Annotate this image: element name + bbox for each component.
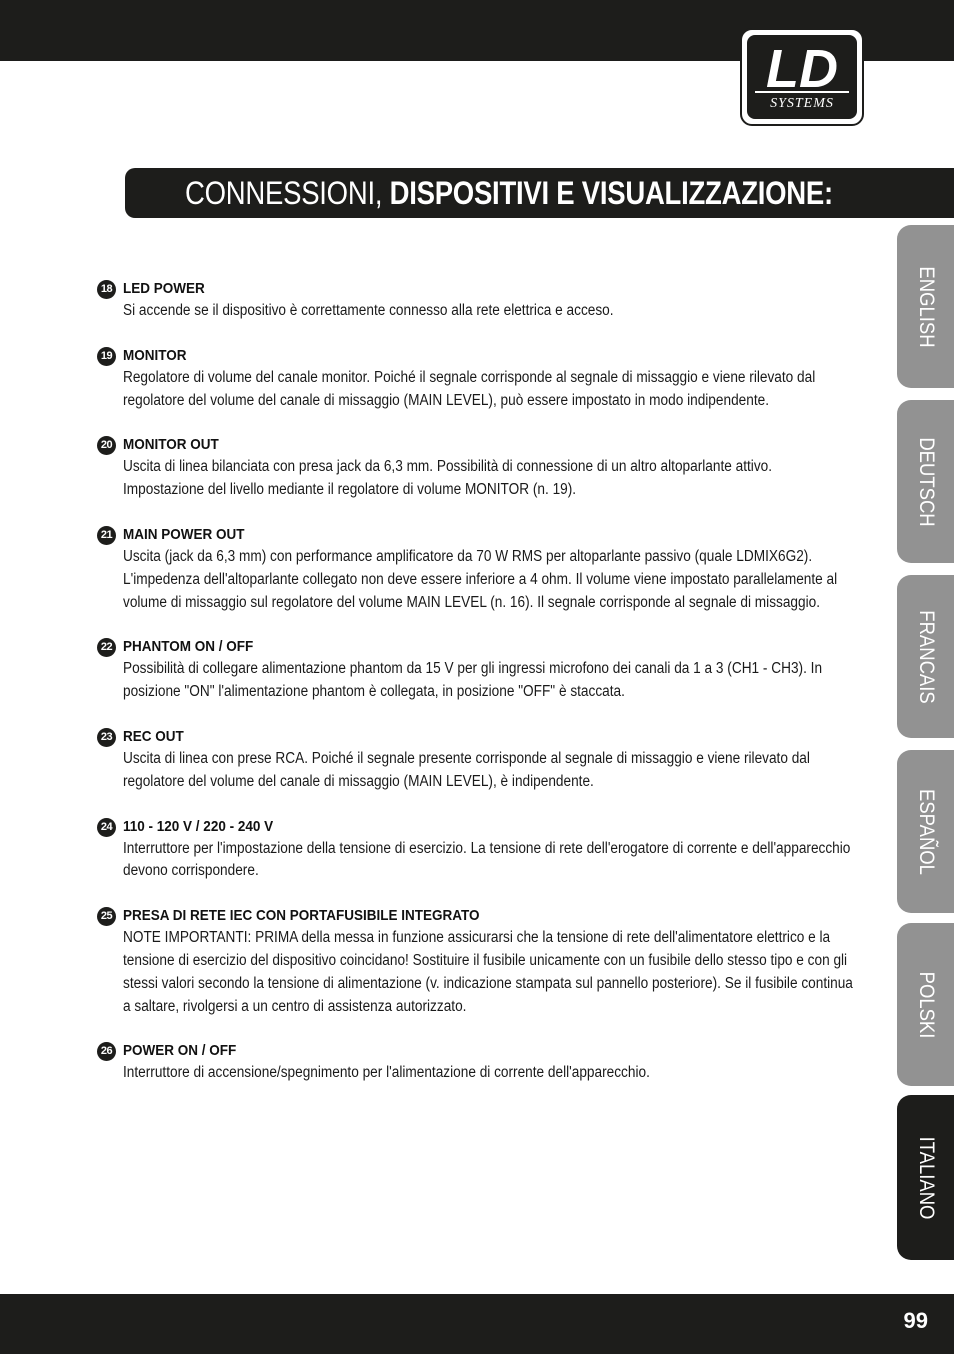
tab-label: DEUTSCH: [914, 436, 938, 527]
item-description: Regolatore di volume del canale monitor. Poiché il segnale corrisponde al segnale di missaggio e viene rilevato dal regolatore del volume del canale di missaggio (MAIN LEVEL), può essere impostato in modo indipendente.: [123, 368, 816, 409]
section-title-bar: [125, 168, 954, 218]
item-heading: PHANTOM ON / OFF: [123, 638, 254, 656]
logo-background: [747, 35, 857, 119]
tab-label: ITALIANO: [914, 1136, 938, 1219]
page-number: 99: [903, 1308, 928, 1333]
tab-francais[interactable]: [897, 575, 954, 738]
item-heading: MAIN POWER OUT: [123, 525, 245, 543]
item-description: Uscita (jack da 6,3 mm) con performance amplificatore da 70 W RMS per altoparlante passivo (quale LDMIX6G2). L'impedenza dell'altoparlante collegato non deve essere inferiore a 4 ohm. Il volume viene impostato parallelamente al volume di missaggio sul regolatore del volume MAIN LEVEL (n. 16). Il segnale corrisponde al segnale di missaggio.: [123, 547, 838, 611]
section-title: [185, 174, 833, 212]
list-item: [97, 905, 862, 1018]
list-item: [97, 726, 862, 794]
item-number-badge: 18: [97, 280, 116, 299]
item-number-badge: 26: [97, 1042, 116, 1061]
item-number-badge: 22: [97, 638, 116, 657]
tab-label: ENGLISH: [914, 265, 938, 348]
section-title-light: CONNESSIONI,: [185, 175, 390, 211]
list-item: [97, 345, 862, 413]
item-description: Interruttore per l'impostazione della tensione di esercizio. La tensione di rete dell'erogatore di corrente e dell'apparecchio devono corrispondere.: [123, 839, 851, 880]
item-description: NOTE IMPORTANTI: PRIMA della messa in funzione assicurarsi che la tensione di rete dell'alimentatore elettrico e la tensione di esercizio del dispositivo coincidano! Sostituire il fusibile unicamente con un fusibile dello stesso tipo e con gli stessi valori secondo la tensione di alimentazione (v. indicazione stampata sul pannello posteriore). Se il fusibile continua a saltare, rivolgersi a un centro di assistenza autorizzato.: [123, 929, 853, 1015]
item-description: Uscita di linea bilanciata con presa jack da 6,3 mm. Possibilità di connessione di un altro altoparlante attivo. Impostazione del livello mediante il regolatore di volume MONITOR (n. 19).: [123, 458, 773, 499]
tab-label: POLSKI: [914, 971, 938, 1038]
tab-deutsch[interactable]: [897, 400, 954, 563]
item-heading: LED POWER: [123, 280, 205, 297]
brand-logo: [740, 28, 864, 126]
footer-bar: [0, 1294, 954, 1354]
item-number-badge: 20: [97, 436, 116, 455]
item-number-badge: 24: [97, 818, 116, 837]
tab-espanol[interactable]: [897, 750, 954, 913]
item-heading: MONITOR: [123, 346, 187, 364]
item-heading: 110 - 120 V / 220 - 240 V: [123, 817, 274, 835]
list-item: [97, 636, 862, 704]
logo-subtitle: SYSTEMS: [770, 96, 834, 111]
item-description: Si accende se il dispositivo è correttamente connesso alla rete elettrica e acceso.: [123, 302, 614, 319]
item-description: Possibilità di collegare alimentazione phantom da 15 V per gli ingressi microfono dei canali da 1 a 3 (CH1 - CH3). In posizione "ON" l'alimentazione phantom è collegata, in posizione "OFF" è staccata.: [123, 660, 823, 701]
item-number-badge: 21: [97, 526, 116, 545]
item-description: Uscita di linea con prese RCA. Poiché il segnale presente corrisponde al segnale di missaggio e viene rilevato dal regolatore del volume del canale di missaggio (MAIN LEVEL), è indipendente.: [123, 749, 810, 790]
tab-italiano[interactable]: [897, 1095, 954, 1260]
list-item: [97, 434, 862, 502]
item-heading: REC OUT: [123, 727, 184, 745]
item-heading: POWER ON / OFF: [123, 1042, 237, 1060]
item-heading: MONITOR OUT: [123, 436, 219, 454]
list-item: [97, 278, 862, 323]
item-heading: PRESA DI RETE IEC CON PORTAFUSIBILE INTEGRATO: [123, 907, 480, 925]
logo-letters: LD: [766, 39, 838, 99]
tab-label: FRANCAIS: [914, 609, 938, 704]
tab-label: ESPAÑOL: [914, 788, 938, 875]
item-number-badge: 19: [97, 347, 116, 366]
list-item: [97, 1040, 862, 1085]
item-number-badge: 25: [97, 907, 116, 926]
item-number-badge: 23: [97, 728, 116, 747]
section-title-bold: DISPOSITIVI E VISUALIZZAZIONE:: [389, 175, 833, 211]
tab-english[interactable]: [897, 225, 954, 388]
item-description: Interruttore di accensione/spegnimento per l'alimentazione di corrente dell'apparecchio.: [123, 1064, 650, 1082]
item-list: [97, 278, 862, 1107]
list-item: [97, 816, 862, 884]
tab-polski[interactable]: [897, 923, 954, 1086]
list-item: [97, 524, 862, 614]
